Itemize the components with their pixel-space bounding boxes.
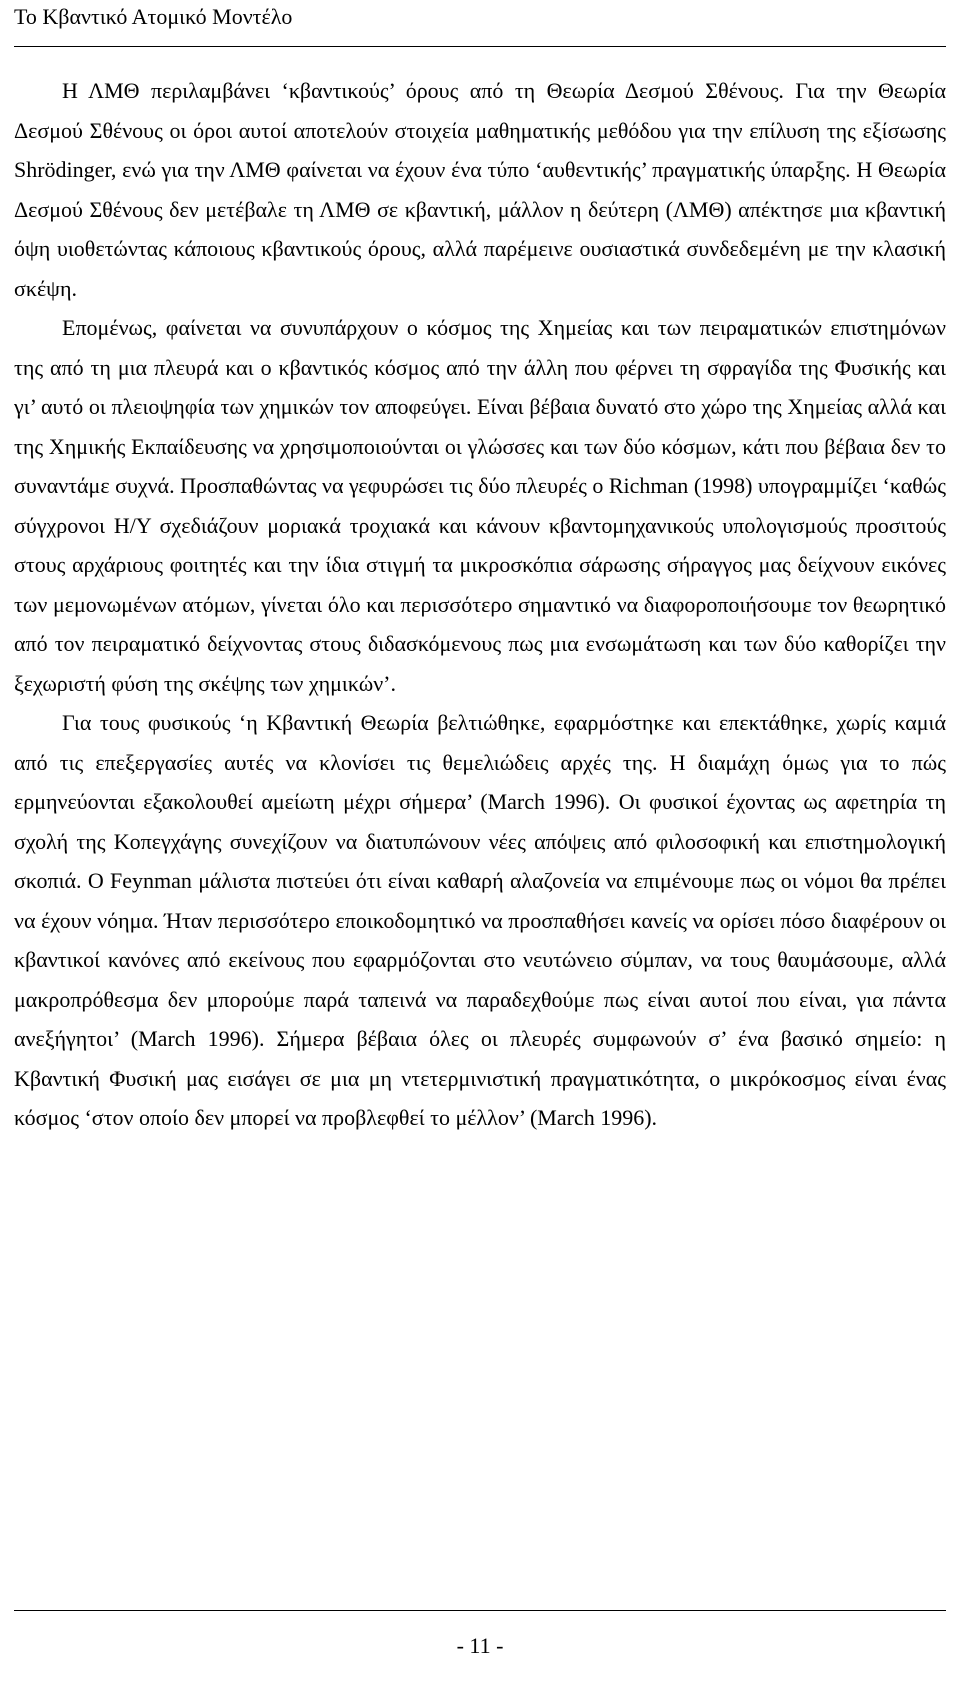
paragraph-2: Επομένως, φαίνεται να συνυπάρχουν ο κόσμος της Χημείας και των πειραματικών επιστημόνων της από τη μια πλευρά και ο κβαντικός κόσμος από την άλλη που φέρνει τη σφραγίδα της Φυσικής και γι’ αυτό οι πλειοψηφία των χημικών τον αποφεύγει. Είναι βέβαια δυνατό στο χώρο της Χημείας αλλά και της Χημικής Εκπαίδευσης να χρησιμοποιούνται οι γλώσσες και των δύο κόσμων, κάτι που βέβαια δεν το συναντάμε συχνά. Προσπαθώντας να γεφυρώσει τις δύο πλευρές ο Richman (1998) υπογραμμίζει ‘καθώς σύγχρονοι Η/Υ σχεδιάζουν μοριακά τροχιακά και κάνουν κβαντομηχανικούς υπολογισμούς προσιτούς στους αρχάριους φοιτητές και την ίδια στιγμή τα μικροσκόπια σάρωσης σήραγγος μας δείχνουν εικόνες των μεμονωμένων ατόμων, γίνεται όλο και περισσότερο σημαντικό να διαφοροποιήσουμε τον θεωρητικό από τον πειραματικό δείχνοντας στους διδασκόμενους πως μια ενσωμάτωση και των δύο καθορίζει την ξεχωριστή φύση της σκέψης των χημικών’.	[14, 315, 946, 696]
running-header-title: Το Κβαντικό Ατομικό Μοντέλο	[14, 4, 293, 29]
page-header	[14, 0, 946, 47]
page-number: - 11 -	[456, 1633, 504, 1658]
document-body	[14, 71, 946, 1138]
paragraph-3: Για τους φυσικούς ‘η Κβαντική Θεωρία βελτιώθηκε, εφαρμόστηκε και επεκτάθηκε, χωρίς καμιά από τις επεξεργασίες αυτές να κλονίσει τις θεμελιώδεις αρχές της. Η διαμάχη όμως για το πώς ερμηνεύονται εξακολουθεί αμείωτη μέχρι σήμερα’ (March 1996). Οι φυσικοί έχοντας ως αφετηρία τη σχολή της Κοπεγχάγης συνεχίζουν να διατυπώνουν νέες απόψεις από φιλοσοφική και επιστημολογική σκοπιά. Ο Feynman μάλιστα πιστεύει ότι είναι καθαρή αλαζονεία να επιμένουμε πως οι νόμοι θα πρέπει να έχουν νόημα. Ήταν περισσότερο εποικοδομητικό να προσπαθήσει κανείς να ορίσει πόσο διαφέρουν οι κβαντικοί κανόνες από εκείνους που εφαρμόζονται στο νευτώνειο σύμπαν, να τους θαυμάσουμε, αλλά μακροπρόθεσμα δεν μπορούμε παρά ταπεινά να παραδεχθούμε πως είναι αυτοί που είναι, για πάντα ανεξήγητοι’ (March 1996). Σήμερα βέβαια όλες οι πλευρές συμφωνούν σ’ ένα βασικό σημείο: η Κβαντική Φυσική μας εισάγει σε μια μη ντετερμινιστική πραγματικότητα, ο μικρόκοσμος είναι ένας κόσμος ‘στον οποίο δεν μπορεί να προβλεφθεί το μέλλον’ (March 1996).	[14, 710, 946, 1130]
paragraph-1: Η ΛΜΘ περιλαμβάνει ‘κβαντικούς’ όρους από τη Θεωρία Δεσμού Σθένους. Για την Θεωρία Δεσμού Σθένους οι όροι αυτοί αποτελούν στοιχεία μαθηματικής μεθόδου για την επίλυση της εξίσωσης Shrödinger, ενώ για την ΛΜΘ φαίνεται να έχουν ένα τύπο ‘αυθεντικής’ πραγματικής ύπαρξης. Η Θεωρία Δεσμού Σθένους δεν μετέβαλε τη ΛΜΘ σε κβαντική, μάλλον η δεύτερη (ΛΜΘ) απέκτησε μια κβαντική όψη υιοθετώντας κάποιους κβαντικούς όρους, αλλά παρέμεινε ουσιαστικά συνδεδεμένη με την κλασική σκέψη.	[14, 78, 946, 301]
page-footer	[14, 1610, 946, 1658]
